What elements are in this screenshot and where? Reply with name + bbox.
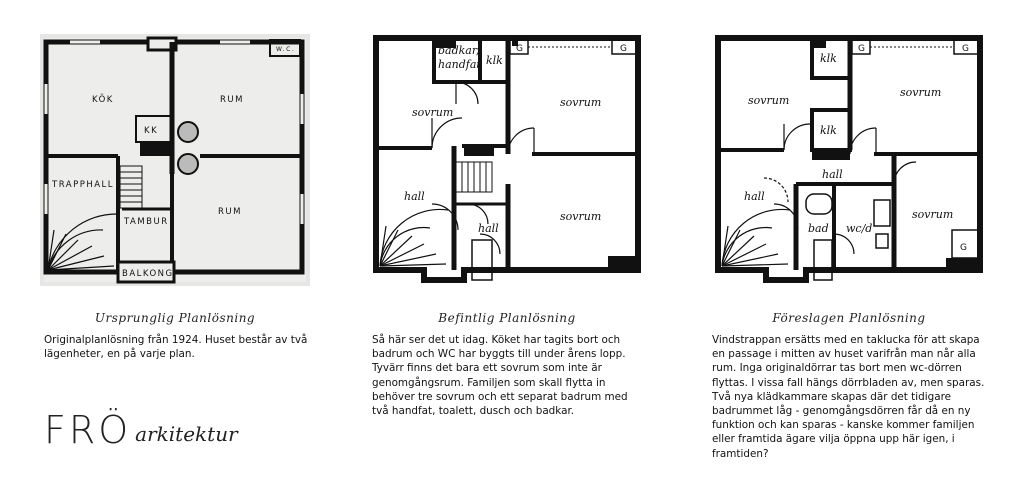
fro-arkitektur-logo bbox=[44, 410, 238, 450]
sovrum-right-top-label: sovrum bbox=[560, 96, 602, 109]
kk-label: KK bbox=[144, 126, 159, 136]
trapphall-label: TRAPPHALL bbox=[52, 180, 114, 190]
g-label-1: G bbox=[516, 44, 523, 54]
hall-left-label: hall bbox=[404, 190, 425, 203]
proposed-floor-plan bbox=[714, 34, 986, 286]
sovrum-right-bottom-label: sovrum bbox=[912, 208, 954, 221]
description-existing: Så här ser det ut idag. Köket har tagits bort och badrum och WC har byggts till under årens lopp. Tyvärr finns det bara ett sovrum som inte är genomgångsrum. Familjen som skall flytta in behöver tre sovrum och ett separat badrum med två handfat, toalett, dusch och badkar. bbox=[372, 334, 628, 418]
g-label-3: G bbox=[960, 243, 967, 253]
description-original: Originalplanlösning från 1924. Huset består av två lägenheter, en på varje plan. bbox=[44, 334, 308, 361]
original-floor-plan bbox=[40, 34, 310, 286]
badkar-label: badkar/ bbox=[438, 44, 481, 57]
logo-sub-text: arkitektur bbox=[135, 422, 238, 446]
existing-floor-plan bbox=[372, 34, 644, 286]
sovrum-left-label: sovrum bbox=[412, 106, 454, 119]
g-label-2: G bbox=[620, 44, 627, 54]
sovrum-right-top-label: sovrum bbox=[900, 86, 942, 99]
hall-center-label: hall bbox=[478, 222, 499, 235]
rum-top-label: RUM bbox=[220, 95, 244, 105]
klk-top-label: klk bbox=[820, 52, 837, 65]
g-label-2: G bbox=[962, 44, 969, 54]
sovrum-left-label: sovrum bbox=[748, 94, 790, 107]
klk-label: klk bbox=[486, 54, 503, 67]
logo-main-text: FRÖ bbox=[44, 408, 132, 452]
rum-bottom-label: RUM bbox=[218, 207, 242, 217]
klk-bottom-label: klk bbox=[820, 124, 837, 137]
bad-label: bad bbox=[808, 222, 829, 235]
g-label-1: G bbox=[858, 44, 865, 54]
wc-label: wc bbox=[472, 146, 488, 159]
balkong-label: BALKONG bbox=[122, 269, 174, 279]
wc-small-label: W.C. bbox=[276, 46, 296, 53]
sovrum-right-bottom-label: sovrum bbox=[560, 210, 602, 223]
hall-left-label: hall bbox=[744, 190, 765, 203]
caption-existing: Befintlig Planlösning bbox=[438, 311, 576, 325]
caption-proposed: Föreslagen Planlösning bbox=[772, 311, 926, 325]
handfat-label: handfat bbox=[438, 58, 481, 71]
caption-original: Ursprunglig Planlösning bbox=[94, 311, 256, 325]
description-proposed: Vindstrappan ersätts med en taklucka för att skapa en passage i mitten av huset varifrån man når alla rum. Inga originaldörrar tas bort men wc-dörren flyttas. I vissa fall hängs dörrbladen av, men sparas. Två nya klädkammare skapas där det tidigare badrummet låg - genomgångsdörren får då en ny funktion och kan sparas - kanske kommer familjen eller framtida ägare vilja öppna upp här igen, i framtiden? bbox=[712, 334, 985, 460]
wcd-label: wc/d bbox=[846, 222, 873, 235]
tambur-label: TAMBUR bbox=[124, 217, 169, 227]
hall-center-label: hall bbox=[822, 168, 843, 181]
kok-label: KÖK bbox=[92, 95, 114, 105]
